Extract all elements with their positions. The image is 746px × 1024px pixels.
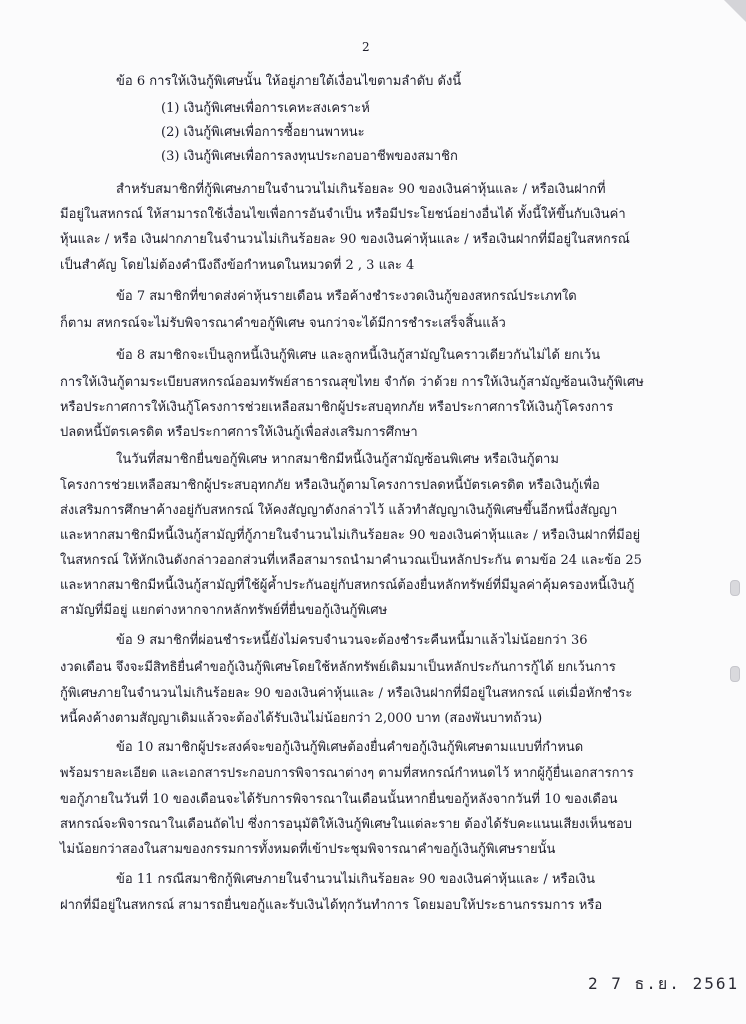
text-line: และหากสมาชิกมีหนี้เงินกู้สามัญที่ใช้ผู้ค้ำประกันอยู่กับสหกรณ์ต้องยื่นหลักทรัพย์ที่มีมูลค่าคุ้มครองหนี้เงินกู้ <box>60 578 635 593</box>
text-line: (2) เงินกู้พิเศษเพื่อการซื้อยานพาหนะ <box>161 125 365 140</box>
text-line: เป็นสำคัญ โดยไม่ต้องคำนึงถึงข้อกำหนดในหมวดที่ 2 , 3 และ 4 <box>60 258 415 273</box>
text-line: ขอกู้ภายในวันที่ 10 ของเดือนจะได้รับการพิจารณาในเดือนนั้นหากยื่นขอกู้หลังจากวันที่ 10 ของเดือน <box>60 792 618 807</box>
folded-corner <box>724 0 746 22</box>
text-line: งวดเดือน จึงจะมีสิทธิยื่นคำขอกู้เงินกู้พิเศษโดยใช้หลักทรัพย์เดิมมาเป็นหลักประกันการกู้ได้ ยกเว้นการ <box>60 660 616 675</box>
text-line: การให้เงินกู้ตามระเบียบสหกรณ์ออมทรัพย์สาธารณสุขไทย จำกัด ว่าด้วย การให้เงินกู้สามัญซ้อนเงินกู้พิเศษ <box>60 375 644 390</box>
text-line: ข้อ 7 สมาชิกที่ขาดส่งค่าหุ้นรายเดือน หรือค้างชำระงวดเงินกู้ของสหกรณ์ประเภทใด <box>116 289 577 304</box>
punch-hole <box>730 666 740 682</box>
text-line: ข้อ 10 สมาชิกผู้ประสงค์จะขอกู้เงินกู้พิเศษต้องยื่นคำขอกู้เงินกู้พิเศษตามแบบที่กำหนด <box>116 740 584 755</box>
text-line: และหากสมาชิกมีหนี้เงินกู้สามัญที่กู้ภายในจำนวนไม่เกินร้อยละ 90 ของเงินค่าหุ้นและ / หรือเงินฝากที่มีอยู่ <box>60 528 641 543</box>
text-line: ข้อ 11 กรณีสมาชิกกู้พิเศษภายในจำนวนไม่เกินร้อยละ 90 ของเงินค่าหุ้นและ / หรือเงิน <box>116 872 595 887</box>
text-line: โครงการช่วยเหลือสมาชิกผู้ประสบอุทกภัย หรือเงินกู้ตามโครงการปลดหนี้บัตรเครดิต หรือเงินกู้เพื่อ <box>60 478 600 493</box>
text-line: ข้อ 8 สมาชิกจะเป็นลูกหนี้เงินกู้พิเศษ และลูกหนี้เงินกู้สามัญในคราวเดียวกันไม่ได้ ยกเว้น <box>116 348 601 363</box>
text-line: ข้อ 9 สมาชิกที่ผ่อนชำระหนี้ยังไม่ครบจำนวนจะต้องชำระคืนหนี้มาแล้วไม่น้อยกว่า 36 <box>116 633 588 648</box>
text-line: ไม่น้อยกว่าสองในสามของกรรมการทั้งหมดที่เข้าประชุมพิจารณาคำขอกู้เงินกู้พิเศษรายนั้น <box>60 842 556 857</box>
text-line: กู้พิเศษภายในจำนวนไม่เกินร้อยละ 90 ของเงินค่าหุ้นและ / หรือเงินฝากที่มีอยู่ในสหกรณ์ แต่เมื่อหักชำระ <box>60 686 633 701</box>
text-line: หุ้นและ / หรือ เงินฝากภายในจำนวนไม่เกินร้อยละ 90 ของเงินค่าหุ้นและ / หรือเงินฝากที่มีอยู่ในสหกรณ์ <box>60 232 630 247</box>
text-line: ในวันที่สมาชิกยื่นขอกู้พิเศษ หากสมาชิกมีหนี้เงินกู้สามัญซ้อนพิเศษ หรือเงินกู้ตาม <box>116 452 559 467</box>
text-line: ข้อ 6 การให้เงินกู้พิเศษนั้น ให้อยู่ภายใต้เงื่อนไขตามลำดับ ดังนี้ <box>116 74 462 89</box>
text-line: (1) เงินกู้พิเศษเพื่อการเคหะสงเคราะห์ <box>161 101 370 116</box>
punch-hole <box>730 580 740 596</box>
text-line: สำหรับสมาชิกที่กู้พิเศษภายในจำนวนไม่เกินร้อยละ 90 ของเงินค่าหุ้นและ / หรือเงินฝากที่ <box>116 182 606 197</box>
text-line: ในสหกรณ์ ให้หักเงินดังกล่าวออกส่วนที่เหลือสามารถนำมาคำนวณเป็นหลักประกัน ตามข้อ 24 และข้อ 25 <box>60 553 642 568</box>
text-line: หรือประกาศการให้เงินกู้โครงการช่วยเหลือสมาชิกผู้ประสบอุทกภัย หรือประกาศการให้เงินกู้โครงการ <box>60 400 614 415</box>
text-line: สามัญที่มีอยู่ แยกต่างหากจากหลักทรัพย์ที่ยื่นขอกู้เงินกู้พิเศษ <box>60 603 388 618</box>
text-line: สหกรณ์จะพิจารณาในเดือนถัดไป ซึ่งการอนุมัติให้เงินกู้พิเศษในแต่ละราย ต้องได้รับคะแนนเสียงเห็นชอบ <box>60 817 633 832</box>
text-line: ฝากที่มีอยู่ในสหกรณ์ สามารถยื่นขอกู้และรับเงินได้ทุกวันทำการ โดยมอบให้ประธานกรรมการ หรือ <box>60 898 603 913</box>
date-stamp: 2 7 ธ.ย. 2561 <box>588 974 740 993</box>
text-line: มีอยู่ในสหกรณ์ ให้สามารถใช้เงื่อนไขเพื่อการอันจำเป็น หรือมีประโยชน์อย่างอื่นได้ ทั้งนี้ให้ขึ้นกับเงินค่า <box>60 207 626 222</box>
text-line: ส่งเสริมการศึกษาค้างอยู่กับสหกรณ์ ให้คงสัญญาดังกล่าวไว้ แล้วทำสัญญาเงินกู้พิเศษขึ้นอีกหนึ่งสัญญา <box>60 503 618 518</box>
text-line: พร้อมรายละเอียด และเอกสารประกอบการพิจารณาต่างๆ ตามที่สหกรณ์กำหนดไว้ หากผู้กู้ยื่นเอกสารการ <box>60 766 634 781</box>
text-line: (3) เงินกู้พิเศษเพื่อการลงทุนประกอบอาชีพของสมาชิก <box>161 149 458 164</box>
text-line: หนี้คงค้างตามสัญญาเดิมแล้วจะต้องได้รับเงินไม่น้อยกว่า 2,000 บาท (สองพันบาทถ้วน) <box>60 711 543 726</box>
text-line: ปลดหนี้บัตรเครดิต หรือประกาศการให้เงินกู้เพื่อส่งเสริมการศึกษา <box>60 425 418 440</box>
text-line: ก็ตาม สหกรณ์จะไม่รับพิจารณาคำขอกู้พิเศษ จนกว่าจะได้มีการชำระเสร็จสิ้นแล้ว <box>60 316 506 331</box>
page-number: 2 <box>362 40 370 54</box>
